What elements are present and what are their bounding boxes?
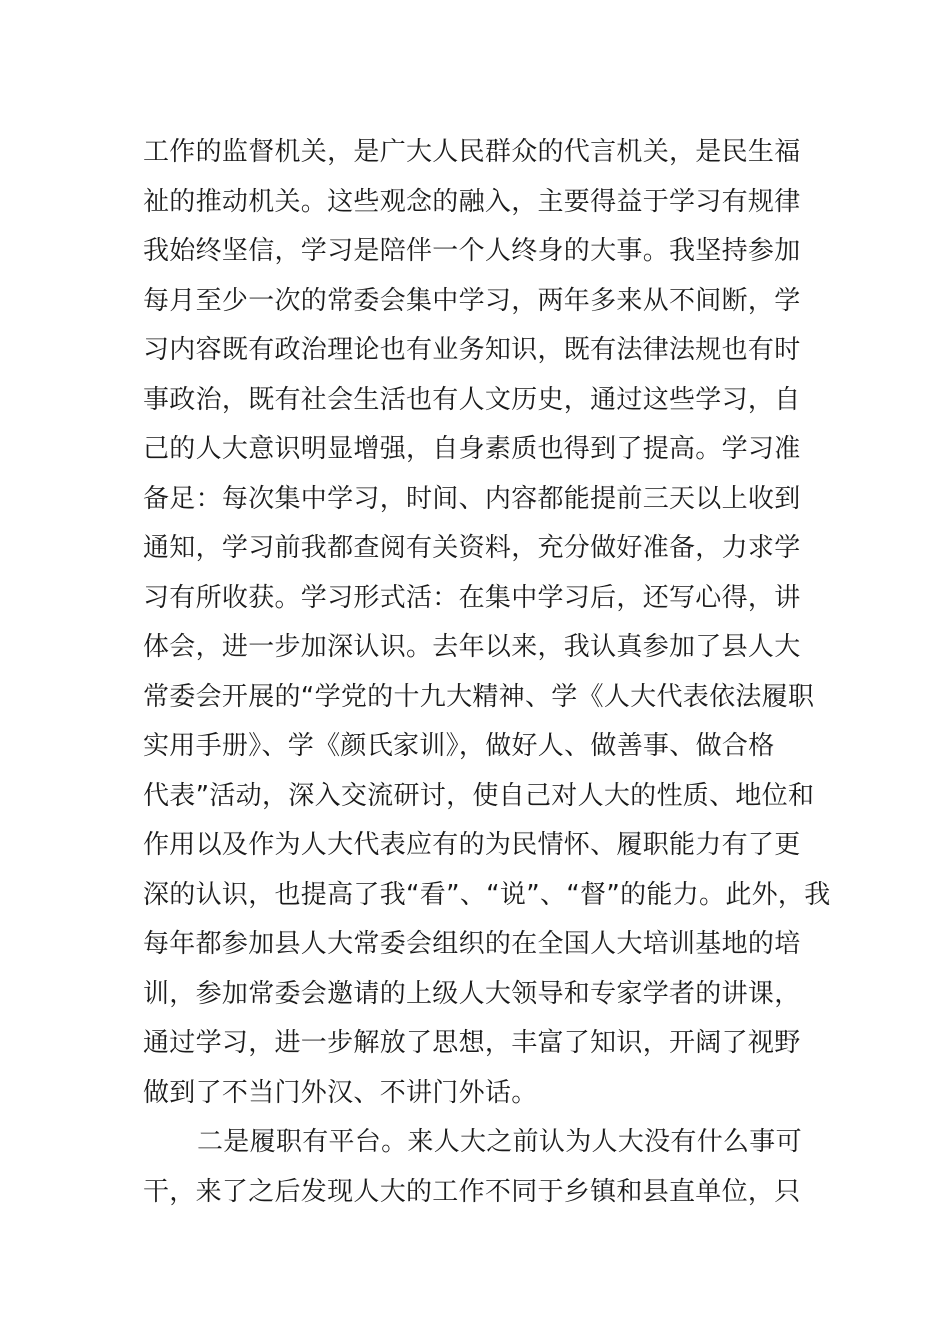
text-line: 代表”活动，深入交流研讨，使自己对人大的性质、地位和 (143, 780, 815, 811)
text-line: 通知，学习前我都查阅有关资料，充分做好准备，力求学 (143, 533, 801, 563)
text-line: 事政治，既有社会生活也有人文历史，通过这些学习，自 (143, 384, 801, 415)
text-line: 每月至少一次的常委会集中学习，两年多来从不间断，学 (143, 285, 801, 316)
text-line: 工作的监督机关，是广大人民群众的代言机关，是民生福 (143, 137, 801, 167)
text-line: 我始终坚信，学习是陪伴一个人终身的大事。我坚持参加 (143, 236, 801, 266)
text-line: 训，参加常委会邀请的上级人大领导和专家学者的讲课， (143, 978, 801, 1009)
text-line: 深的认识，也提高了我“看”、“说”、“督”的能力。此外，我 (143, 879, 831, 910)
text-line: 常委会开展的“学党的十九大精神、学《人大代表依法履职 (143, 681, 815, 712)
text-line: 习有所收获。学习形式活：在集中学习后，还写心得，讲 (143, 582, 801, 613)
text-line: 实用手册》、学《颜氏家训》，做好人、做善事、做合格 (143, 731, 775, 761)
text-line: 祉的推动机关。这些观念的融入，主要得益于学习有规律 (143, 186, 801, 217)
text-line: 干，来了之后发现人大的工作不同于乡镇和县直单位，只 (143, 1176, 801, 1207)
text-line: 备足：每次集中学习，时间、内容都能提前三天以上收到 (143, 483, 801, 514)
text-line: 作用以及作为人大代表应有的为民情怀、履职能力有了更 (143, 830, 801, 860)
text-line: 做到了不当门外汉、不讲门外话。 (143, 1077, 538, 1108)
text-line: 己的人大意识明显增强，自身素质也得到了提高。学习准 (143, 434, 801, 464)
text-line-indented: 二是履职有平台。来人大之前认为人大没有什么事可 (197, 1127, 802, 1157)
text-line: 每年都参加县人大常委会组织的在全国人大培训基地的培 (143, 929, 801, 959)
body-text (143, 128, 831, 1217)
text-line: 习内容既有政治理论也有业务知识，既有法律法规也有时 (143, 335, 801, 365)
text-line: 通过学习，进一步解放了思想，丰富了知识，开阔了视野 (143, 1028, 801, 1058)
text-line: 体会，进一步加深认识。去年以来，我认真参加了县人大 (143, 632, 801, 662)
